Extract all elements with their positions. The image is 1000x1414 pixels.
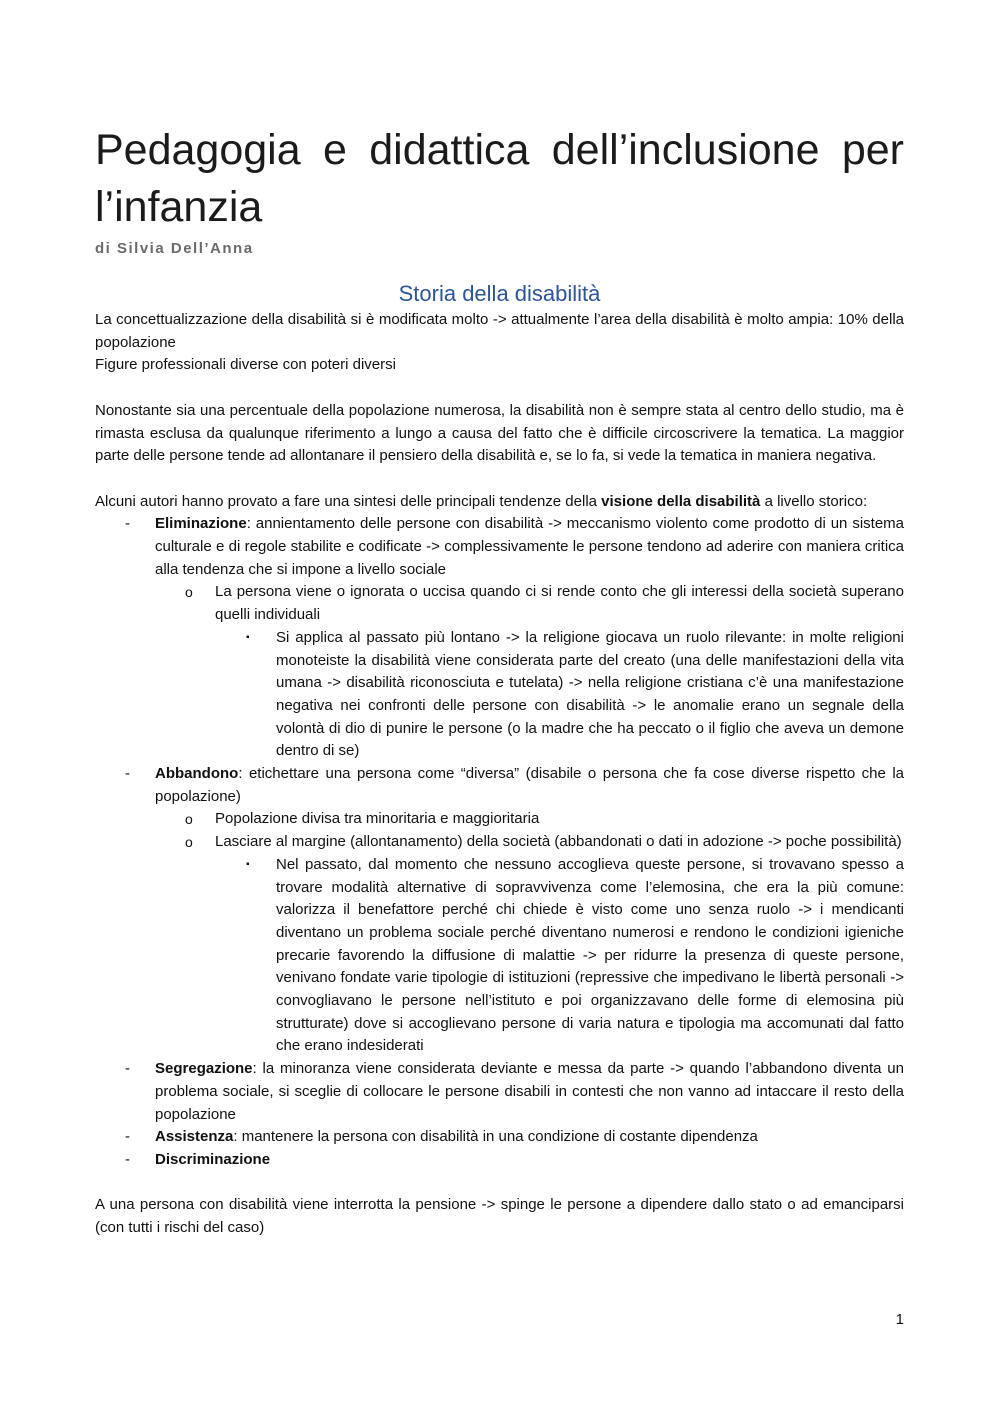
term-discriminazione: Discriminazione: [155, 1150, 271, 1168]
intro-line-2: Figure professionali diverse con poteri diversi: [95, 356, 396, 374]
term-segregazione: Segregazione: [155, 1060, 253, 1078]
dash-bullet-icon: -: [125, 1128, 130, 1146]
tendencies-list: [95, 513, 904, 1171]
dash-bullet-icon: -: [125, 1060, 130, 1078]
intro-paragraph: La concettualizzazione della disabilità si è modificata molto -> attualmente l’area della disabilità è molto ampia: 10% della popolazione: [95, 311, 904, 351]
list-item-segregazione: [95, 1058, 904, 1126]
sublist-abbandono: [155, 808, 904, 1058]
sub-item-text: La persona viene o ignorata o uccisa quando ci si rende conto che gli interessi della società superano quelli individuali: [215, 583, 904, 624]
closing-paragraph: A una persona con disabilità viene interrotta la pensione -> spinge le persone a dipendere dallo stato o ad emanciparsi (con tutti i rischi del caso): [95, 1196, 904, 1237]
subsub-item-text: Si applica al passato più lontano -> la religione giocava un ruolo rilevante: in molte religioni monoteiste la disabilità viene considerata parte del creato (una delle manifestazioni della vita umana -> disabilità riconosciuta e tutelata) -> nella religione cristiana c’è una manifestazione negativa nei confronti delle persone con disabilità -> le anomalie erano un segnale della volontà di dio di punire le persone (o la madre che ha peccato o il figlio che aveva un demone dentro di se): [276, 628, 904, 760]
term-assistenza: Assistenza: [155, 1128, 234, 1146]
square-bullet-icon: ▪: [246, 631, 250, 643]
sub-item-text: Lasciare al margine (allontanamento) della società (abbandonati o dati in adozione -> poche possibilità): [215, 833, 902, 851]
list-item-abbandono: [95, 763, 904, 1058]
text-abbandono: : etichettare una persona come “diversa” (disabile o persona che fa cose diverse rispetto che la popolazione): [155, 765, 904, 805]
dash-bullet-icon: -: [125, 765, 130, 783]
subsub-item: [215, 627, 904, 763]
paragraph-3-bold: visione della disabilità: [601, 492, 761, 510]
circle-bullet-icon: o: [185, 584, 193, 601]
circle-bullet-icon: o: [185, 834, 193, 851]
sub-item-text: Popolazione divisa tra minoritaria e maggioritaria: [215, 810, 540, 828]
paragraph-3: [95, 491, 904, 514]
subsub-item: [215, 854, 904, 1058]
section-heading: Storia della disabilità: [398, 281, 601, 306]
term-abbandono: Abbandono: [155, 765, 239, 783]
document-title: Pedagogia e didattica dell’inclusione per l’infanzia: [95, 126, 904, 231]
list-item-eliminazione: [95, 513, 904, 763]
term-eliminazione: Eliminazione: [155, 515, 247, 533]
paragraph-3-tail: a livello storico:: [760, 492, 868, 510]
text-assistenza: : mantenere la persona con disabilità in una condizione di costante dipendenza: [233, 1128, 758, 1146]
circle-bullet-icon: o: [185, 811, 193, 828]
sub-item: [155, 808, 904, 831]
page-number: 1: [895, 1311, 904, 1328]
paragraph-2: Nonostante sia una percentuale della popolazione numerosa, la disabilità non è sempre stata al centro dello studio, ma è rimasta esclusa da qualunque riferimento a lungo a causa del fatto che è difficile circoscrivere la tematica. La maggior parte delle persone tende ad allontanare il pensiero della disabilità e, se lo fa, si vede la tematica in maniera negativa.: [95, 401, 904, 465]
sublist-eliminazione: [155, 581, 904, 763]
text-eliminazione: : annientamento delle persone con disabilità -> meccanismo violento come prodotto di un sistema culturale e di regole stabilite e codificate -> complessivamente le persone tendono ad aderire con maniera critica alla tendenza che si impone a livello sociale: [155, 515, 904, 578]
page-content: [95, 122, 904, 1240]
subsub-item-text: Nel passato, dal momento che nessuno accoglieva queste persone, si trovavano spesso a trovare modalità alternative di sopravvivenza come l’elemosina, che era la più comune: valorizza il benefattore perché chi chiede è visto come uno senza ruolo -> i mendicanti diventano un problema sociale perché diventano numerosi e rendono le condizioni igieniche precarie favorendo la diffusione di malattie -> per ridurre la presenza di queste persone, venivano fondate varie tipologie di istituzioni (repressive che impedivano le libertà personali -> convogliavano le persone nell’istituto e poi organizzavano delle forme di elemosina più strutturate) dove si accoglievano persone di varia natura e tipologia ma accomunati dal fatto che erano indesiderati: [276, 855, 904, 1055]
list-item-assistenza: [95, 1126, 904, 1149]
list-item-discriminazione: [95, 1149, 904, 1172]
dash-bullet-icon: -: [125, 515, 130, 533]
dash-bullet-icon: -: [125, 1150, 130, 1168]
square-bullet-icon: ▪: [246, 858, 250, 870]
paragraph-3-text: Alcuni autori hanno provato a fare una sintesi delle principali tendenze della: [95, 492, 602, 510]
subsublist: [215, 627, 904, 763]
text-segregazione: : la minoranza viene considerata deviante e messa da parte -> quando l’abbandono diventa un problema sociale, si sceglie di collocare le persone disabili in contesti che non vanno ad intaccare il resto della popolazione: [155, 1060, 904, 1123]
sub-item: [155, 831, 904, 1058]
sub-item: [155, 581, 904, 763]
subsublist: [215, 854, 904, 1058]
document-author: di Silvia Dell’Anna: [95, 240, 254, 257]
